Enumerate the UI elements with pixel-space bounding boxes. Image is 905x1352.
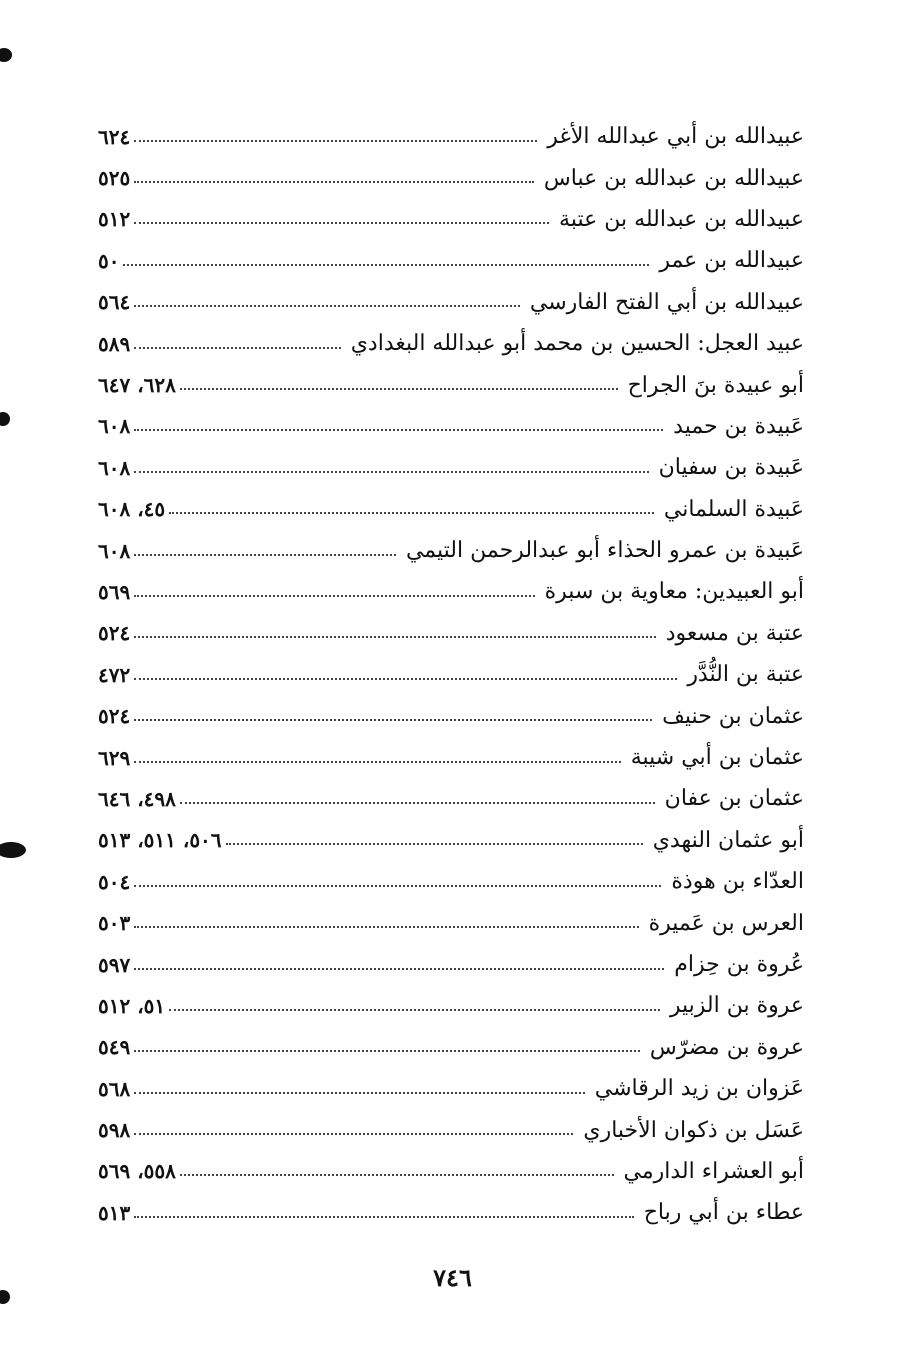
entry-pages: ٥٦٨ (98, 1076, 131, 1101)
entry-pages: ٥٢٤ (98, 621, 131, 646)
index-entry (98, 1068, 804, 1109)
entry-pages: ٥٠٤ (98, 869, 131, 894)
dot-leader (134, 719, 652, 721)
index-entry (98, 1109, 804, 1150)
dot-leader (123, 264, 649, 266)
entry-pages: ٥٩٨ (98, 1118, 131, 1143)
entry-name: عَسَل بن ذكوان الأخباري (583, 1117, 804, 1143)
entry-pages: ٥٢٥ (98, 166, 131, 191)
entry-pages: ٥٢٤ (98, 704, 131, 729)
entry-pages: ٥١، ٥١٢ (98, 993, 166, 1018)
entry-pages: ٦٢٤ (98, 124, 131, 149)
entry-pages: ٥٥٨، ٥٦٩ (98, 1159, 176, 1184)
entry-name: عثمان بن حنيف (662, 703, 804, 729)
index-entry (98, 447, 804, 488)
dot-leader (180, 1174, 614, 1176)
entry-pages: ٤٧٢ (98, 662, 131, 687)
dot-leader (134, 429, 663, 431)
index-entry (98, 985, 804, 1026)
entry-pages: ٥٨٩ (98, 331, 131, 356)
entry-pages: ٦٠٨ (98, 455, 131, 480)
entry-name: العرس بن عَميرة (648, 910, 804, 936)
page-number: ٧٤٦ (433, 1263, 472, 1292)
entry-name: عثمان بن أبي شيبة (630, 745, 804, 771)
name-index-list (98, 116, 804, 1234)
index-entry (98, 613, 804, 654)
dot-leader (134, 140, 537, 142)
dot-leader (134, 181, 534, 183)
dot-leader (134, 636, 656, 638)
entry-name: عبيدالله بن أبي عبدالله الأغر (547, 124, 804, 150)
entry-pages: ٥٠٦، ٥١١، ٥١٣ (98, 828, 222, 853)
index-entry (98, 530, 804, 571)
dot-leader (134, 305, 520, 307)
dot-leader (134, 1216, 633, 1218)
index-entry (98, 240, 804, 281)
index-entry (98, 406, 804, 447)
ink-blot (0, 48, 12, 62)
dot-leader (134, 1092, 585, 1094)
entry-name: أبو عثمان النهدي (652, 827, 804, 853)
index-entry (98, 654, 804, 695)
ink-blot (0, 842, 26, 858)
dot-leader (180, 388, 618, 390)
dot-leader (134, 885, 661, 887)
entry-name: أبو العشراء الدارمي (623, 1158, 804, 1184)
dot-leader (134, 595, 534, 597)
entry-pages: ٤٥، ٦٠٨ (98, 497, 166, 522)
entry-name: عُروة بن حِزام (674, 952, 804, 977)
index-entry (98, 571, 804, 612)
entry-name: عَبيدة السلماني (663, 496, 804, 522)
entry-name: عروة بن الزبير (669, 993, 804, 1019)
entry-pages: ٥٠٣ (98, 911, 131, 936)
dot-leader (134, 926, 638, 928)
index-entry (98, 1027, 804, 1068)
entry-name: عتبة بن النُّدَّر (687, 662, 804, 688)
index-entry (98, 199, 804, 240)
index-entry (98, 820, 804, 861)
entry-pages: ٥٦٤ (98, 290, 131, 315)
dot-leader (169, 1009, 660, 1011)
entry-pages: ٤٩٨، ٦٤٦ (98, 786, 176, 811)
entry-name: عثمان بن عفان (664, 786, 804, 812)
index-entry (98, 157, 804, 198)
entry-pages: ٥٩٧ (98, 952, 131, 977)
entry-name: عبيدالله بن عبدالله بن عباس (543, 165, 804, 191)
entry-pages: ٥١٢ (98, 207, 131, 232)
entry-pages: ٦٢٨، ٦٤٧ (98, 373, 176, 398)
dot-leader (134, 968, 664, 970)
index-entry (98, 1192, 804, 1233)
index-entry (98, 737, 804, 778)
entry-pages: ٦٢٩ (98, 745, 131, 770)
dot-leader (134, 471, 648, 473)
entry-pages: ٦٠٨ (98, 414, 131, 439)
index-entry (98, 861, 804, 902)
index-entry (98, 778, 804, 819)
ink-blot (0, 1290, 10, 1304)
entry-name: أبو عبيدة بنَ الجراح (627, 372, 804, 398)
entry-name: عروة بن مضرّس (649, 1034, 804, 1060)
index-entry (98, 944, 804, 985)
entry-name: عَبيدة بن سفيان (658, 455, 804, 481)
entry-name: عَبيدة بن عمرو الحذاء أبو عبدالرحمن التيمي (405, 538, 804, 564)
dot-leader (134, 347, 340, 349)
entry-name: عبيدالله بن أبي الفتح الفارسي (529, 289, 804, 315)
entry-name: أبو العبيدين: معاوية بن سبرة (544, 579, 804, 605)
dot-leader (180, 802, 655, 804)
entry-name: عبيد العجل: الحسين بن محمد أبو عبدالله البغدادي (350, 331, 804, 357)
index-entry (98, 1151, 804, 1192)
index-entry (98, 695, 804, 736)
dot-leader (134, 554, 396, 556)
entry-name: عبيدالله بن عبدالله بن عتبة (559, 206, 804, 232)
dot-leader (169, 512, 654, 514)
entry-name: عتبة بن مسعود (665, 620, 804, 646)
entry-name: عطاء بن أبي رباح (643, 1200, 804, 1226)
entry-name: العدّاء بن هوذة (671, 869, 804, 895)
dot-leader (134, 678, 677, 680)
entry-pages: ٥٦٩ (98, 579, 131, 604)
entry-pages: ٥١٣ (98, 1200, 131, 1225)
index-entry (98, 323, 804, 364)
index-entry (98, 364, 804, 405)
dot-leader (134, 222, 549, 224)
entry-pages: ٥٤٩ (98, 1035, 131, 1060)
ink-blot (0, 412, 10, 426)
index-entry (98, 902, 804, 943)
entry-pages: ٦٠٨ (98, 538, 131, 563)
entry-name: عَزوان بن زيد الرقاشي (594, 1076, 804, 1102)
entry-name: عبيدالله بن عمر (659, 248, 804, 274)
dot-leader (134, 1050, 640, 1052)
dot-leader (134, 1133, 573, 1135)
index-entry (98, 282, 804, 323)
index-entry (98, 489, 804, 530)
entry-name: عَبيدة بن حميد (673, 413, 804, 439)
dot-leader (226, 843, 643, 845)
dot-leader (134, 761, 620, 763)
entry-pages: ٥٠ (98, 248, 120, 273)
index-entry (98, 116, 804, 157)
